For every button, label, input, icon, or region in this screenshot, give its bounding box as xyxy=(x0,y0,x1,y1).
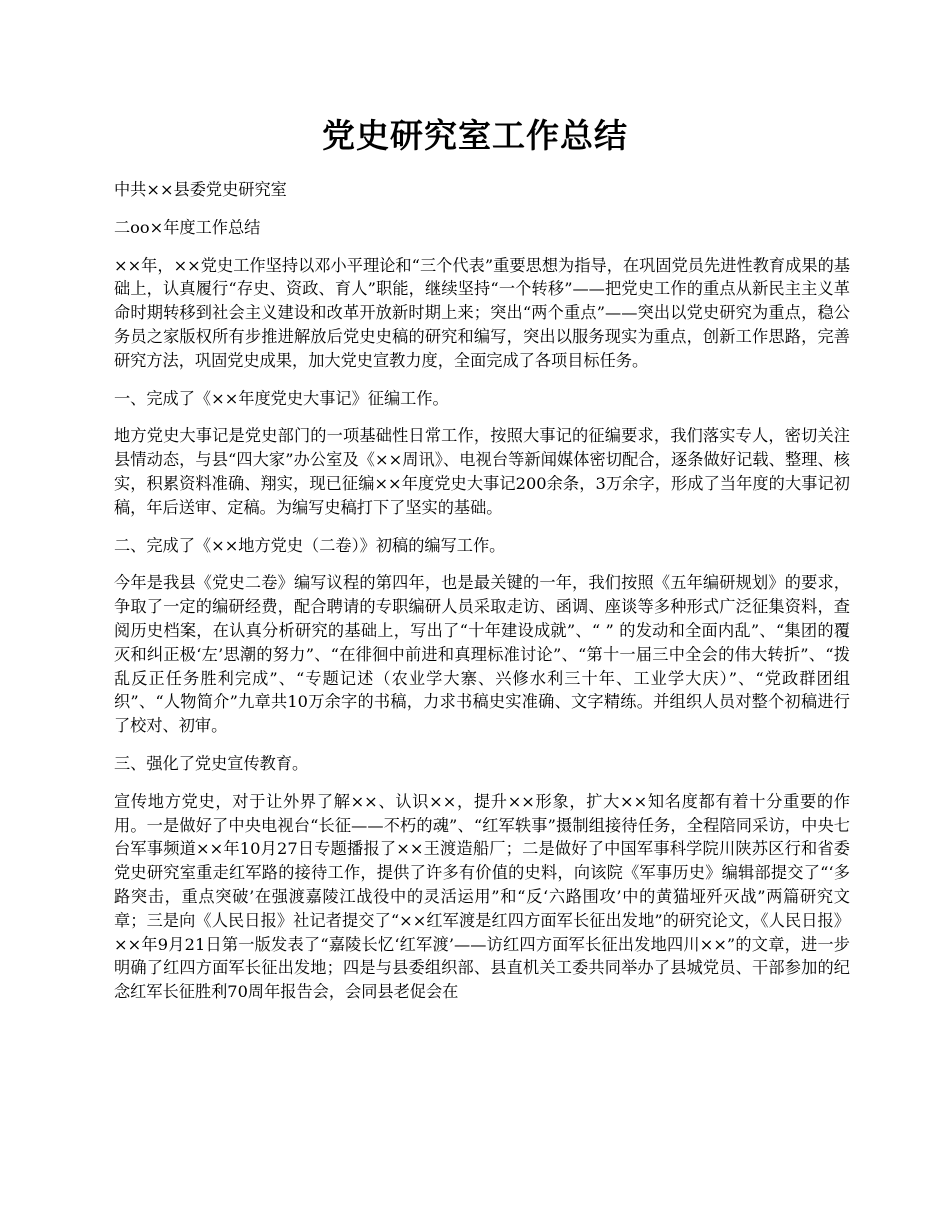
section-heading-3: 三、强化了党史宣传教育。 xyxy=(114,753,309,773)
paragraph-intro: ××年，××党史工作坚持以邓小平理论和“三个代表”重要思想为指导，在巩固党员先进性教育成果的基础上，认真履行“存史、资政、育人”职能，继续坚持“一个转移”——把党史工作的重点从新民主主义革命时期转移到社会主义建设和改革开放新时期上来；突出“两个重点”——突出以党史研究为重点，稳公务员之家版权所有步推进解放后党史史稿的研究和编写，突出以服务现实为重点，创新工作思路，完善研究方法，巩固党史成果，加大党史宣教力度，全面完成了各项目标任务。 xyxy=(114,255,850,370)
paragraph-section-1: 地方党史大事记是党史部门的一项基础性日常工作，按照大事记的征编要求，我们落实专人，密切关注县情动态，与县“四大家”办公室及《××周讯》、电视台等新闻媒体密切配合，逐条做好记载、整理、核实，积累资料准确、翔实，现已征编××年度党史大事记200余条，3万余字，形成了当年度的大事记初稿，年后送审、定稿。为编写史稿打下了坚实的基础。 xyxy=(114,426,850,517)
paragraph-section-2: 今年是我县《党史二卷》编写议程的第四年，也是最关键的一年，我们按照《五年编研规划》的要求，争取了一定的编研经费，配合聘请的专职编研人员采取走访、函调、座谈等多种形式广泛征集资料，查阅历史档案，在认真分析研究的基础上，写出了“十年建设成就”、“ ” 的发动和全面内乱”、“集团的覆灭和纠正极‘左’思潮的努力”、“在徘徊中前进和真理标准讨论”、“第十一届三中全会的伟大转折”、“拨乱反正任务胜利完成”、“专题记述（农业学大寨、兴修水利三十年、工业学大庆）”、“党政群团组织”、“人物简介”九章共10万余字的书稿，力求书稿史实准确、文字精练。并组织人员对整个初稿进行了校对、初审。 xyxy=(114,573,850,736)
section-heading-1: 一、完成了《××年度党史大事记》征编工作。 xyxy=(114,388,449,408)
document-title: 党史研究室工作总结 xyxy=(322,116,628,155)
section-heading-2: 二、完成了《××地方党史（二卷）》初稿的编写工作。 xyxy=(114,535,506,555)
document-body xyxy=(114,178,850,1018)
paragraph-org-name: 中共××县委党史研究室 xyxy=(114,180,287,199)
paragraph-section-3: 宣传地方党史，对于让外界了解××、认识××，提升××形象，扩大××知名度都有着十分重要的作用。一是做好了中央电视台“长征——不朽的魂”、“红军轶事”摄制组接待任务，全程陪同采访，中央七台军事频道××年10月27日专题播报了××王渡造船厂；二是做好了中国军事科学院川陕苏区行和省委党史研究室重走红军路的接待工作，提供了许多有价值的史料，向该院《军事历史》编辑部提交了“‘多路突击，重点突破’在强渡嘉陵江战役中的灵活运用”和“反‘六路围攻’中的黄猫垭歼灭战”两篇研究文章；三是向《人民日报》社记者提交了“××红军渡是红四方面军长征出发地”的研究论文，《人民日报》××年9月21日第一版发表了“嘉陵长忆‘红军渡’——访红四方面军长征出发地四川××”的文章，进一步明确了红四方面军长征出发地；四是与县委组织部、县直机关工委共同举办了县城党员、干部参加的纪念红军长征胜利70周年报告会，会同县老促会在 xyxy=(114,791,850,1002)
paragraph-report-year: 二oo×年度工作总结 xyxy=(114,217,261,237)
